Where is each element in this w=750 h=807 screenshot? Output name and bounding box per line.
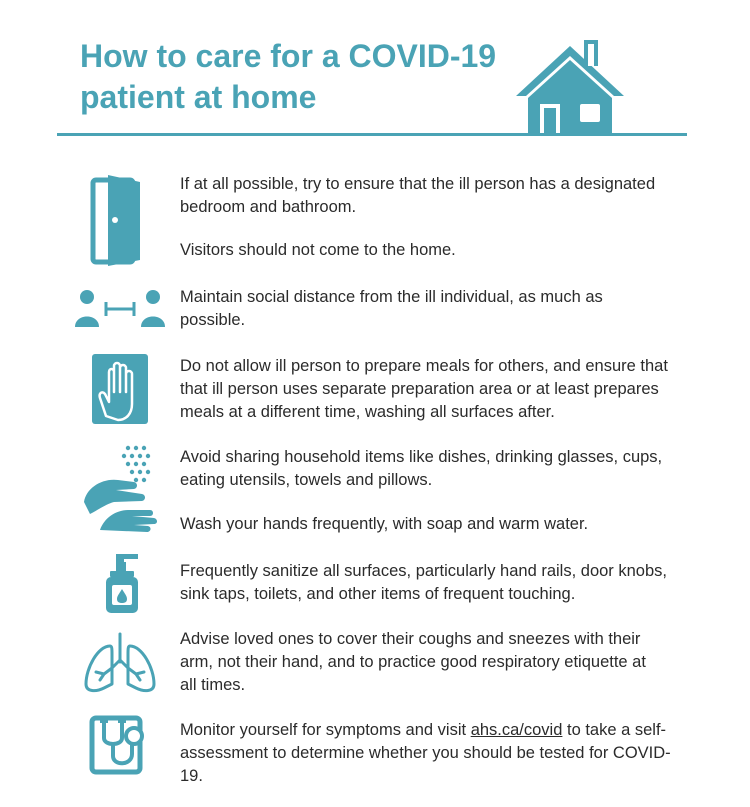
list-item: Frequently sanitize all surfaces, particularly hand rails, door knobs, sink taps, toilets, and other items of frequent touching. [180, 562, 667, 603]
house-icon [508, 38, 632, 135]
list-item-text: to take a self-assessment to determine whether you should be tested for COVID-19. [180, 721, 671, 785]
stethoscope-icon [88, 712, 156, 776]
list-item: Maintain social distance from the ill individual, as much as possible. [180, 288, 603, 329]
list-item: Wash your hands frequently, with soap and warm water. [180, 515, 589, 533]
list-item: Visitors should not come to the home. [180, 241, 456, 259]
handwashing-icon [82, 444, 158, 532]
social-distance-icon [74, 289, 166, 329]
title-divider [57, 133, 687, 136]
list-item: Avoid sharing household items like dishes, drinking glasses, cups, eating utensils, towels and pillows. [180, 448, 663, 489]
list-item [180, 719, 675, 788]
list-item-text: Monitor yourself for symptoms and visit [180, 721, 471, 739]
sanitizer-bottle-icon [102, 552, 146, 614]
list-item: If at all possible, try to ensure that the ill person has a designated bedroom and bathroom. [180, 175, 656, 216]
door-icon [90, 172, 146, 268]
hand-stop-icon [92, 354, 154, 426]
page-title: How to care for a COVID-19 patient at home [80, 38, 497, 115]
list-item: Advise loved ones to cover their coughs and sneezes with their arm, not their hand, and to practice good respiratory etiquette at all times. [180, 630, 646, 694]
list-item: Do not allow ill person to prepare meals for others, and ensure that that ill person uses separate preparation area or at least prepares meals at a different time, washing all surfaces after. [180, 357, 668, 421]
lungs-icon [82, 632, 158, 694]
ahs-covid-link[interactable]: ahs.ca/covid [470, 721, 563, 739]
